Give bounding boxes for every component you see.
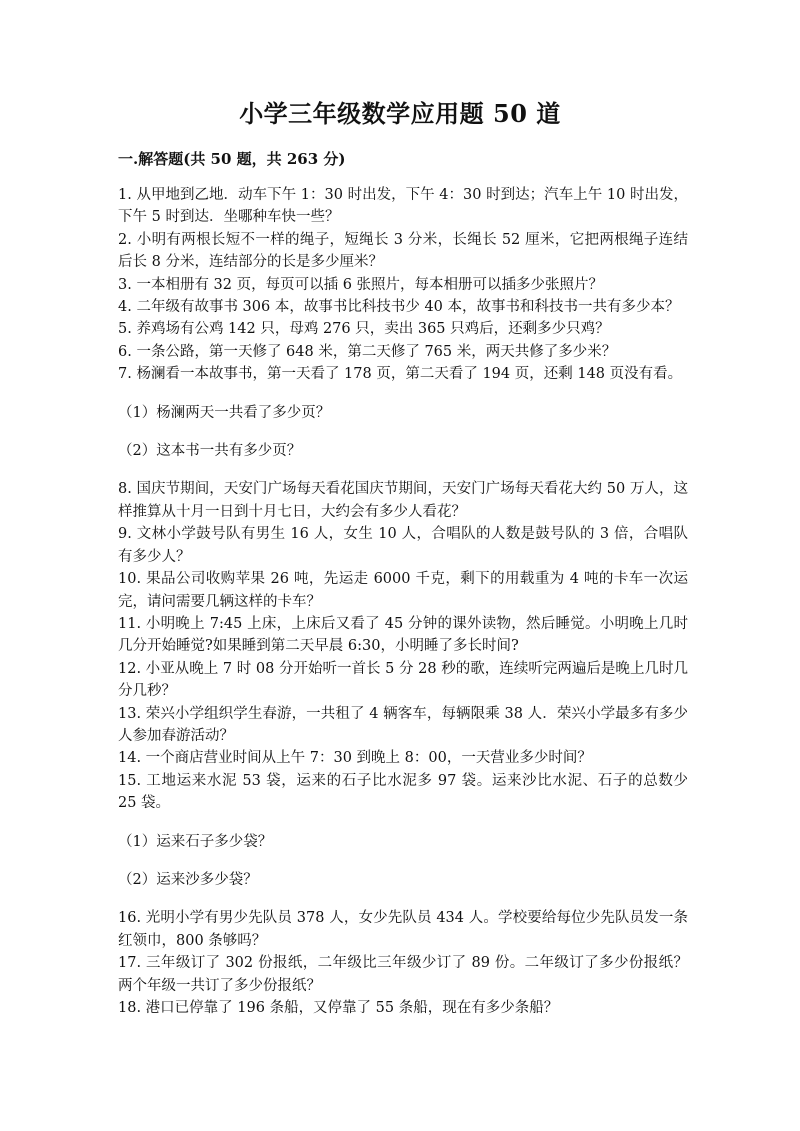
question-7-part-2: （2）这本书一共有多少页？ bbox=[118, 443, 302, 460]
question-1: 1. 从甲地到乙地．动车下午 1：30 时出发，下午 4：30 时到达；汽车上午 10 时出发，下午 5 时到达．坐哪种车快一些？ bbox=[118, 187, 688, 226]
question-2: 2. 小明有两根长短不一样的绳子，短绳长 3 分米，长绳长 52 厘米，它把两根绳子连结后长 8 分米，连结部分的长是多少厘米？ bbox=[118, 231, 688, 271]
question-3: 3. 一本相册有 32 页，每页可以插 6 张照片，每本相册可以插多少张照片？ bbox=[118, 276, 604, 293]
question-14: 14. 一个商店营业时间从上午 7：30 到晚上 8：00，一天营业多少时间？ bbox=[118, 750, 592, 767]
question-7: 7. 杨澜看一本故事书，第一天看了 178 页，第二天看了 194 页，还剩 148 页没有看。 bbox=[118, 366, 683, 383]
question-5: 5. 养鸡场有公鸡 142 只，母鸡 276 只，卖出 365 只鸡后，还剩多少只鸡？ bbox=[118, 321, 610, 338]
question-15-part-2: （2）运来沙多少袋？ bbox=[118, 871, 258, 888]
question-8: 8. 国庆节期间，天安门广场每天看花国庆节期间，天安门广场每天看花大约 50 万人，这样推算从十月一日到十月七日，大约会有多少人看花？ bbox=[118, 481, 688, 520]
question-18: 18. 港口已停靠了 196 条船，又停靠了 55 条船，现在有多少条船？ bbox=[118, 1000, 559, 1016]
question-6: 6. 一条公路，第一天修了 648 米，第二天修了 765 米，两天共修了多少米？ bbox=[118, 343, 617, 360]
question-12: 12. 小亚从晚上 7 时 08 分开始听一首长 5 分 28 秒的歌，连续听完两遍后是晚上几时几分几秒？ bbox=[118, 660, 688, 700]
question-9: 9. 文林小学鼓号队有男生 16 人，女生 10 人，合唱队的人数是鼓号队的 3 倍，合唱队有多少人？ bbox=[118, 526, 688, 565]
question-11: 11. 小明晚上 7:45 上床，上床后又看了 45 分钟的课外读物，然后睡觉。小明晚上几时几分开始睡觉?如果睡到第二天早晨 6:30，小明睡了多长时间? bbox=[118, 615, 688, 655]
question-7-part-1: （1）杨澜两天一共看了多少页？ bbox=[118, 404, 331, 421]
question-13: 13. 荣兴小学组织学生春游，一共租了 4 辆客车，每辆限乘 38 人．荣兴小学最多有多少人参加春游活动？ bbox=[118, 705, 688, 744]
question-4: 4. 二年级有故事书 306 本，故事书比科技书少 40 本，故事书和科技书一共有多少本？ bbox=[118, 299, 680, 316]
question-17: 17. 三年级订了 302 份报纸，二年级比三年级少订了 89 份。二年级订了多少份报纸？两个年级一共订了多少份报纸？ bbox=[118, 955, 688, 994]
question-15: 15. 工地运来水泥 53 袋，运来的石子比水泥多 97 袋。运来沙比水泥、石子的总数少 25 袋。 bbox=[118, 772, 688, 812]
section-heading: 一.解答题(共 50 题，共 263 分) bbox=[118, 150, 346, 168]
question-10: 10. 果品公司收购苹果 26 吨，先运走 6000 千克，剩下的用载重为 4 吨的卡车一次运完，请问需要几辆这样的卡车？ bbox=[118, 571, 688, 610]
question-16: 16. 光明小学有男少先队员 378 人，女少先队员 434 人。学校要给每位少先队员发一条红领巾，800 条够吗？ bbox=[118, 910, 688, 949]
question-list bbox=[118, 184, 688, 1019]
question-15-part-1: （1）运来石子多少袋？ bbox=[118, 833, 273, 850]
page-title: 小学三年级数学应用题 50 道 bbox=[239, 99, 561, 128]
